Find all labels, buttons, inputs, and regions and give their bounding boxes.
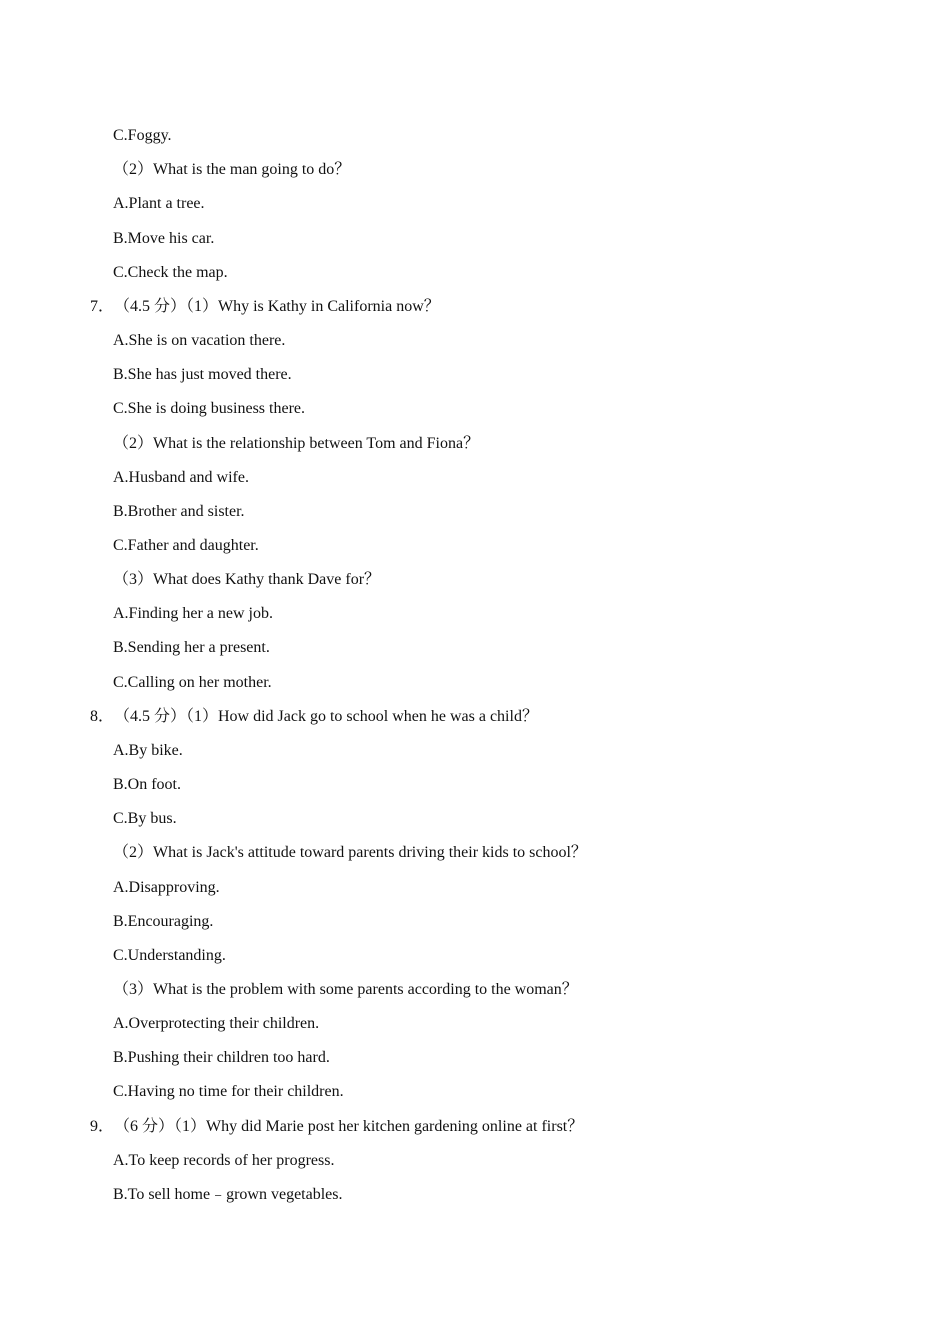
q8-sub1-option-a: A.By bike.	[113, 742, 183, 759]
q7-sub3-option-b: B.Sending her a present.	[113, 639, 270, 656]
q8-sub3-option-c: C.Having no time for their children.	[113, 1083, 344, 1100]
q7-sub2-option-b: B.Brother and sister.	[113, 503, 245, 520]
q7-number: 7．	[90, 298, 115, 315]
q7-sub2-option-a: A.Husband and wife.	[113, 469, 249, 486]
q7-sub3-option-c: C.Calling on her mother.	[113, 674, 272, 691]
q9-stem: （6 分）（1）Why did Marie post her kitchen gardening online at first？	[114, 1118, 584, 1135]
q6-sub2-option-a: A.Plant a tree.	[113, 195, 205, 212]
q7-sub1-option-a: A.She is on vacation there.	[113, 332, 286, 349]
q6-sub2-option-c: C.Check the map.	[113, 264, 228, 281]
q8-sub2-question: （2）What is Jack's attitude toward parents driving their kids to school？	[113, 844, 587, 861]
q8-sub2-option-b: B.Encouraging.	[113, 913, 214, 930]
q7-sub1-option-c: C.She is doing business there.	[113, 400, 305, 417]
q8-sub2-option-a: A.Disapproving.	[113, 879, 220, 896]
q8-sub3-question: （3）What is the problem with some parents according to the woman？	[113, 981, 578, 998]
q8-sub1-option-c: C.By bus.	[113, 810, 177, 827]
q7-sub1-option-b: B.She has just moved there.	[113, 366, 292, 383]
q8-stem-line	[90, 707, 538, 727]
q6-sub2-question: （2）What is the man going to do？	[113, 161, 351, 178]
q9-sub1-option-a: A.To keep records of her progress.	[113, 1152, 335, 1169]
q7-sub2-question: （2）What is the relationship between Tom and Fiona？	[113, 435, 480, 452]
q8-number: 8．	[90, 708, 115, 725]
q7-sub3-option-a: A.Finding her a new job.	[113, 605, 273, 622]
q8-sub3-option-b: B.Pushing their children too hard.	[113, 1049, 330, 1066]
q6-sub2-option-b: B.Move his car.	[113, 230, 215, 247]
q9-stem-line	[90, 1117, 583, 1137]
q7-sub2-option-c: C.Father and daughter.	[113, 537, 259, 554]
q7-stem-line	[90, 297, 440, 317]
q8-sub1-option-b: B.On foot.	[113, 776, 181, 793]
q7-stem: （4.5 分）（1）Why is Kathy in California now？	[114, 298, 440, 315]
q8-stem: （4.5 分）（1）How did Jack go to school when he was a child？	[114, 708, 538, 725]
q7-sub3-question: （3）What does Kathy thank Dave for？	[113, 571, 381, 588]
q8-sub2-option-c: C.Understanding.	[113, 947, 226, 964]
q8-sub3-option-a: A.Overprotecting their children.	[113, 1015, 320, 1032]
q9-sub1-option-b: B.To sell home﹣grown vegetables.	[113, 1186, 343, 1203]
q6-sub1-option-c: C.Foggy.	[113, 127, 172, 144]
q9-number: 9．	[90, 1118, 115, 1135]
